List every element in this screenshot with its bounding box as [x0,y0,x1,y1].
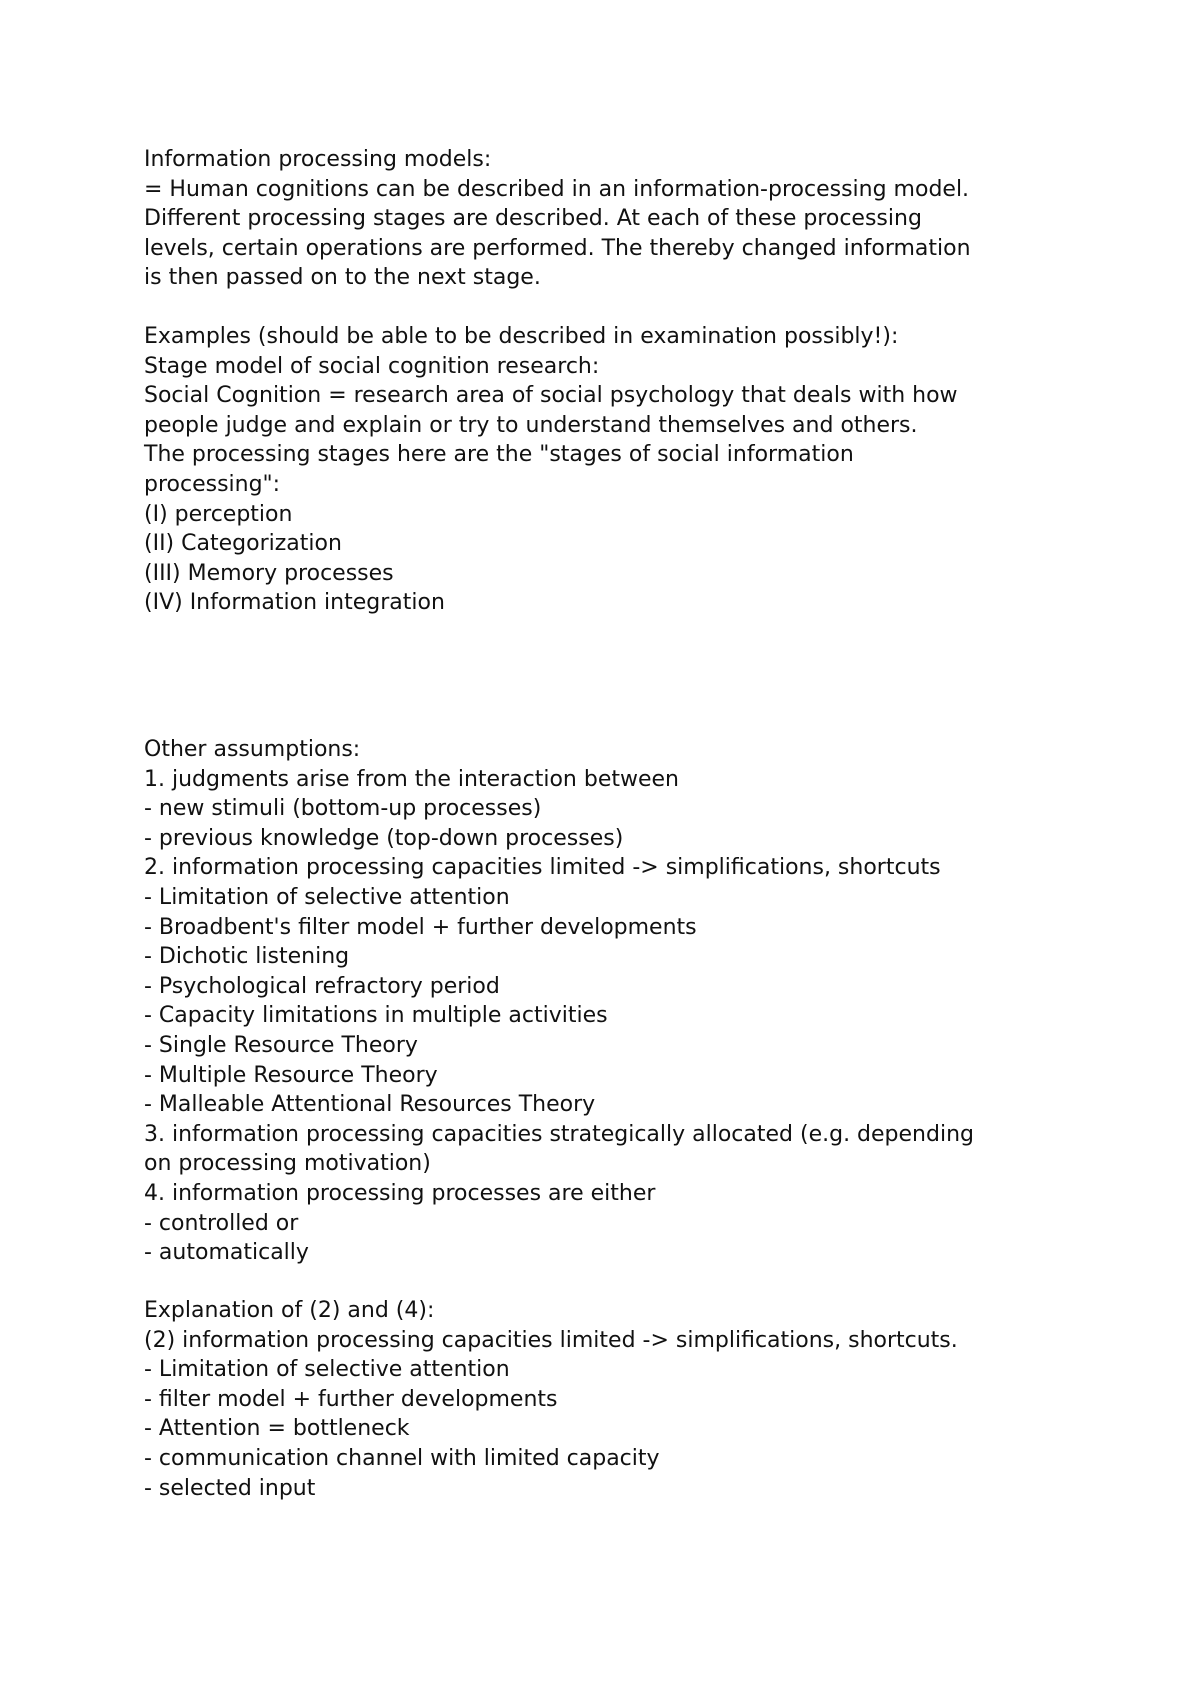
text-line: Social Cognition = research area of social psychology that deals with how [144,383,958,409]
text-line: Examples (should be able to be described in examination possibly!): [144,324,899,349]
text-line: is then passed on to the next stage. [144,265,541,291]
text-line: 1. judgments arise from the interaction between [144,766,679,792]
text-line: - Broadbent's filter model + further developments [144,914,697,940]
text-line: Information processing models: [144,147,492,172]
text-line: - controlled or [144,1210,299,1236]
text-line: Other assumptions: [144,737,361,762]
text-line: (II) Categorization [144,531,342,557]
text-line: (III) Memory processes [144,560,394,586]
section-information-processing-models [144,145,1084,293]
text-line: - new stimuli (bottom-up processes) [144,796,542,822]
text-line: The processing stages here are the "stages of social information [144,442,854,468]
text-line: Different processing stages are described. At each of these processing [144,206,922,232]
text-line: - Multiple Resource Theory [144,1062,438,1088]
text-line: - Limitation of selective attention [144,884,510,910]
text-line: - Psychological refractory period [144,973,500,999]
text-line: - Dichotic listening [144,944,350,970]
text-line: (IV) Information integration [144,590,445,616]
text-line: (2) information processing capacities limited -> simplifications, shortcuts. [144,1327,958,1353]
text-line: 3. information processing capacities strategically allocated (e.g. depending [144,1121,974,1147]
text-line: levels, certain operations are performed. The thereby changed information [144,235,971,261]
section-other-assumptions [144,735,1084,1268]
text-line: - filter model + further developments [144,1386,558,1412]
text-line: - previous knowledge (top-down processes) [144,825,624,851]
text-line: - automatically [144,1240,309,1266]
text-line: - Capacity limitations in multiple activities [144,1003,608,1029]
text-line: Stage model of social cognition research: [144,353,600,379]
text-line: = Human cognitions can be described in an information-processing model. [144,176,970,202]
text-line: - Malleable Attentional Resources Theory [144,1092,596,1118]
section-explanation [144,1296,1084,1503]
text-line: 4. information processing processes are either [144,1180,656,1206]
text-line: - Limitation of selective attention [144,1357,510,1383]
text-line: - communication channel with limited capacity [144,1445,660,1471]
text-line: 2. information processing capacities limited -> simplifications, shortcuts [144,855,941,881]
text-line: - selected input [144,1475,316,1501]
text-line: - Single Resource Theory [144,1032,418,1058]
section-examples [144,322,1084,618]
text-line: Explanation of (2) and (4): [144,1298,435,1323]
text-line: processing": [144,471,281,497]
text-line: on processing motivation) [144,1151,431,1177]
text-line: people judge and explain or try to understand themselves and others. [144,412,918,438]
text-line: - Attention = bottleneck [144,1416,410,1442]
text-line: (I) perception [144,501,293,527]
